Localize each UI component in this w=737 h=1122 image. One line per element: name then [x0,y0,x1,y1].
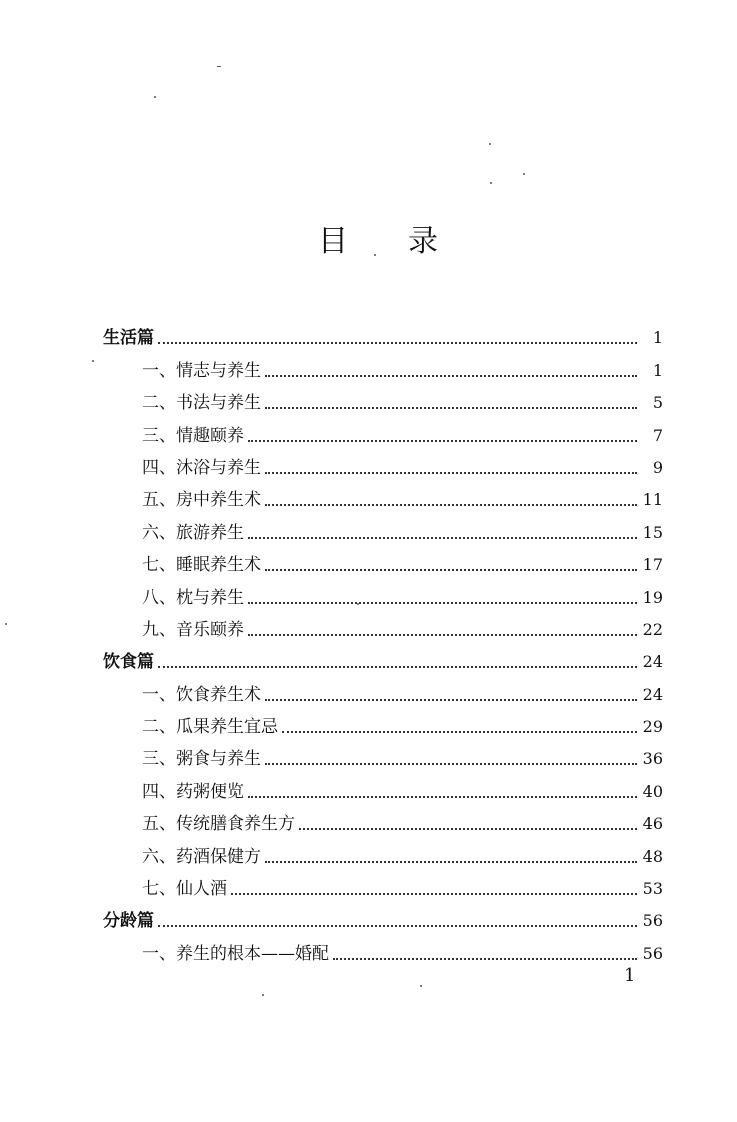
title-char-2: 录 [408,224,438,259]
scan-speck [374,254,376,256]
toc-page-number: 24 [642,652,663,672]
toc-page-number: 1 [652,360,663,380]
toc-entry[interactable] [103,869,663,901]
dot-leader [265,406,637,409]
title-char-1: 目 [318,224,348,259]
toc-section[interactable] [103,318,663,350]
dot-leader [248,439,637,442]
dot-leader [282,730,637,733]
page-folio-number: 1 [624,965,636,986]
toc-entry[interactable] [103,610,663,642]
toc-entry[interactable] [103,933,663,965]
toc-entry-label: 一、养生的根本——婚配 [142,943,329,964]
toc-section[interactable] [103,642,663,674]
dot-leader [248,601,637,604]
toc-entry-label: 三、粥食与养生 [142,749,261,770]
dot-leader [265,503,637,506]
toc-page-number: 56 [642,911,663,931]
toc-entry-label: 五、房中养生术 [142,490,261,511]
scan-speck [217,66,221,67]
toc-entry-label: 一、情志与养生 [142,360,261,381]
scan-speck [154,96,156,98]
toc-entry-label: 六、药酒保健方 [142,846,261,867]
scan-speck [357,603,359,605]
toc-entry-label: 四、药粥便览 [142,781,244,802]
toc-section-label: 饮食篇 [103,652,154,673]
scan-speck [92,360,94,362]
dot-leader [158,341,637,344]
toc-page-number: 40 [642,781,663,801]
scan-speck [523,173,525,175]
dot-leader [299,827,637,830]
dot-leader [158,665,637,668]
toc-entry-label: 一、饮食养生术 [142,684,261,705]
toc-page-number: 29 [642,717,663,737]
dot-leader [265,568,637,571]
table-of-contents [103,318,663,966]
toc-entry[interactable] [103,512,663,544]
toc-entry-label: 二、书法与养生 [142,393,261,414]
toc-page-number: 7 [652,425,663,445]
toc-page-number: 19 [642,587,663,607]
toc-entry-label: 七、仙人酒 [142,879,227,900]
toc-entry[interactable] [103,707,663,739]
toc-page-number: 11 [642,490,663,510]
scan-speck [5,623,7,625]
toc-entry-label: 六、旅游养生 [142,522,244,543]
toc-entry[interactable] [103,804,663,836]
scan-speck [420,985,422,987]
toc-entry-label: 八、枕与养生 [142,587,244,608]
toc-entry-label: 九、音乐颐养 [142,619,244,640]
toc-page-number: 9 [652,457,663,477]
toc-entry[interactable] [103,577,663,609]
toc-page-number: 15 [642,522,663,542]
dot-leader [231,892,637,895]
toc-page-number: 24 [642,684,663,704]
toc-entry[interactable] [103,545,663,577]
toc-entry[interactable] [103,739,663,771]
toc-entry[interactable] [103,674,663,706]
toc-page-number: 17 [642,555,663,575]
toc-page-number: 1 [652,328,663,348]
toc-page-number: 46 [642,814,663,834]
toc-page-number: 56 [642,943,663,963]
toc-entry-label: 三、情趣颐养 [142,425,244,446]
toc-section-label: 生活篇 [103,328,154,349]
toc-section[interactable] [103,901,663,933]
scan-speck [489,143,491,145]
toc-entry[interactable] [103,836,663,868]
dot-leader [265,698,637,701]
toc-section-label: 分龄篇 [103,911,154,932]
toc-page-number: 5 [652,393,663,413]
toc-entry[interactable] [103,771,663,803]
toc-page-number: 48 [642,846,663,866]
dot-leader [248,633,637,636]
toc-entry[interactable] [103,448,663,480]
toc-page-number: 22 [642,619,663,639]
toc-page-number: 36 [642,749,663,769]
dot-leader [265,860,637,863]
toc-entry-label: 五、传统膳食养生方 [142,814,295,835]
dot-leader [265,374,637,377]
dot-leader [265,762,637,765]
dot-leader [248,795,637,798]
toc-entry-label: 七、睡眠养生术 [142,555,261,576]
toc-page-number: 53 [642,879,663,899]
toc-entry[interactable] [103,383,663,415]
scan-speck [490,182,492,184]
toc-entry-label: 四、沐浴与养生 [142,457,261,478]
dot-leader [158,924,637,927]
toc-entry[interactable] [103,480,663,512]
toc-entry[interactable] [103,350,663,382]
scan-speck [262,994,264,996]
dot-leader [265,471,637,474]
toc-entry[interactable] [103,415,663,447]
dot-leader [248,536,637,539]
toc-entry-label: 二、瓜果养生宜忌 [142,717,278,738]
dot-leader [333,957,637,960]
